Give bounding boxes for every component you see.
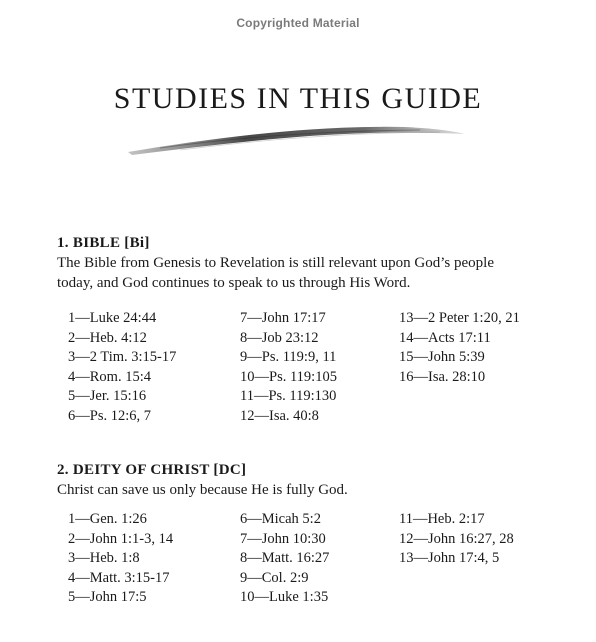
section-description-line: today, and God continues to speak to us through His Word.: [57, 275, 411, 291]
copyright-notice: Copyrighted Material: [236, 16, 360, 30]
scripture-reference: 4—Matt. 3:15-17: [68, 569, 170, 586]
scripture-reference: 5—John 17:5: [68, 589, 147, 606]
scripture-reference: 12—John 16:27, 28: [399, 530, 514, 547]
reference-column: [399, 309, 520, 387]
page-title: STUDIES IN THIS GUIDE: [113, 82, 483, 115]
section-heading: 1. BIBLE [Bi]: [57, 235, 150, 251]
scripture-reference: 2—Heb. 4:12: [68, 329, 147, 346]
scripture-reference: 9—Ps. 119:9, 11: [240, 349, 337, 366]
scripture-reference: 1—Luke 24:44: [68, 310, 157, 326]
scripture-reference: 2—John 1:1-3, 14: [68, 530, 174, 547]
scripture-reference: 11—Heb. 2:17: [399, 511, 485, 527]
scripture-reference: 1—Gen. 1:26: [68, 511, 147, 527]
scripture-reference: 10—Luke 1:35: [240, 589, 329, 606]
scripture-reference: 6—Ps. 12:6, 7: [68, 407, 151, 424]
section-description-line: Christ can save us only because He is fully God.: [57, 482, 348, 498]
scripture-reference: 7—John 10:30: [240, 530, 326, 547]
scripture-reference: 15—John 5:39: [399, 349, 485, 366]
scripture-reference: 5—Jer. 15:16: [68, 388, 147, 405]
scripture-reference: 3—2 Tim. 3:15-17: [68, 349, 177, 366]
brush-stroke-divider: [120, 120, 470, 160]
section-heading: 2. DEITY OF CHRIST [DC]: [57, 462, 247, 478]
scripture-reference: 13—2 Peter 1:20, 21: [399, 310, 520, 326]
reference-column: [240, 309, 337, 427]
reference-column: [68, 309, 176, 427]
scripture-reference: 8—Job 23:12: [240, 329, 319, 346]
reference-column: [68, 510, 173, 608]
scripture-reference: 7—John 17:17: [240, 310, 326, 326]
section-bible: [57, 233, 557, 293]
reference-column: [240, 510, 329, 608]
scripture-reference: 8—Matt. 16:27: [240, 550, 330, 567]
scripture-reference: 16—Isa. 28:10: [399, 368, 486, 385]
section-deity-of-christ: [57, 460, 557, 500]
scripture-reference: 4—Rom. 15:4: [68, 368, 151, 385]
section-description-line: The Bible from Genesis to Revelation is still relevant upon God’s people: [57, 255, 494, 271]
scripture-reference: 14—Acts 17:11: [399, 329, 491, 346]
reference-column: [399, 510, 514, 569]
scripture-reference: 12—Isa. 40:8: [240, 407, 319, 424]
scripture-reference: 13—John 17:4, 5: [399, 550, 500, 567]
scripture-reference: 11—Ps. 119:130: [240, 388, 337, 405]
scripture-reference: 6—Micah 5:2: [240, 511, 321, 527]
scripture-reference: 9—Col. 2:9: [240, 569, 309, 586]
scripture-reference: 3—Heb. 1:8: [68, 550, 140, 567]
scripture-reference: 10—Ps. 119:105: [240, 368, 337, 385]
